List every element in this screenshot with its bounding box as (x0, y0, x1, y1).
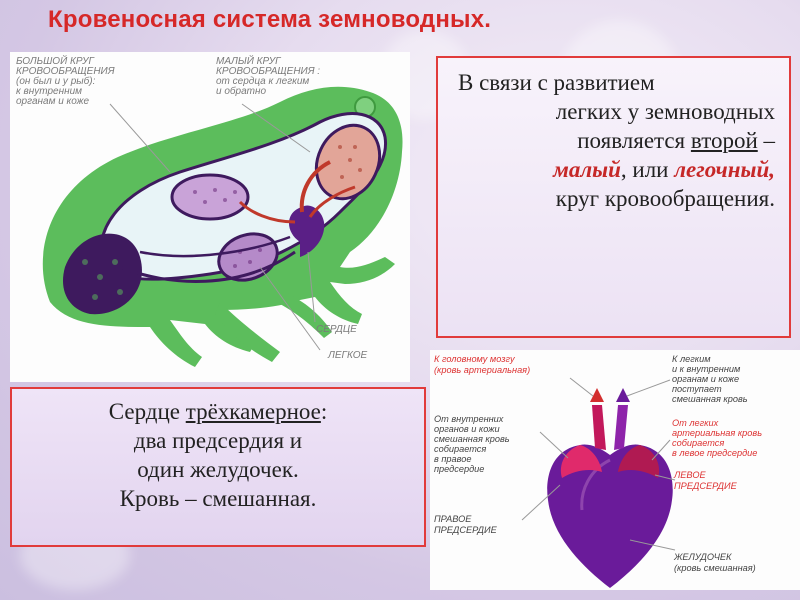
lung-text-line: малый, или легочный, (553, 157, 775, 182)
left-atrium-label: ЛЕВОЕ ПРЕДСЕРДИЕ (674, 470, 737, 491)
frog-circulation-figure (10, 52, 410, 382)
underlined-three-chamber: трёхкамерное (185, 399, 321, 424)
heart-text-line: Сердце трёхкамерное: (108, 399, 328, 424)
to-lungs-label: К легким и к внутренним органам и коже поступает смешанная кровь (672, 354, 748, 404)
heart-diagram (430, 350, 800, 590)
slide-title: Кровеносная система земноводных. (48, 6, 492, 33)
lung-text-line: В связи с развитием (458, 70, 655, 95)
term-small: малый (553, 157, 621, 182)
heart-text-line: один желудочек. (137, 457, 299, 482)
right-atrium-label: ПРАВОЕ ПРЕДСЕРДИЕ (434, 514, 497, 535)
heart-text-line: Кровь – смешанная. (119, 486, 317, 511)
lung-text-line: круг кровообращения. (555, 186, 775, 211)
underlined-second: второй (690, 128, 758, 153)
heart-text-line: два предсердия и (133, 428, 303, 453)
small-circle-label: МАЛЫЙ КРУГ КРОВООБРАЩЕНИЯ : от сердца к легким и обратно (216, 56, 321, 97)
lung-label: ЛЕГКОЕ (328, 350, 368, 361)
heart-figure (430, 350, 800, 590)
from-organs-label: От внутренних органов и кожи смешанная кровь собирается в правое предсердие (434, 414, 510, 474)
big-circle-label: БОЛЬШОЙ КРУГ КРОВООБРАЩЕНИЯ (он был и у рыб): к внутренним органам и коже (16, 56, 115, 107)
lung-circulation-text-box (436, 56, 791, 338)
from-lungs-label: От легких артериальная кровь собирается в левое предсердие (672, 418, 763, 458)
heart-label: СЕРДЦЕ (316, 324, 357, 335)
ventricle-label: ЖЕЛУДОЧЕК (кровь смешанная) (674, 552, 756, 573)
frog-diagram (10, 52, 410, 382)
heart-description-box (10, 387, 426, 547)
term-pulmonary: легочный (674, 157, 770, 182)
lung-text-line: появляется второй – (577, 128, 775, 153)
brain-label: К головному мозгу (кровь артериальная) (434, 354, 531, 375)
lung-text-line: легких у земноводных (555, 99, 775, 124)
